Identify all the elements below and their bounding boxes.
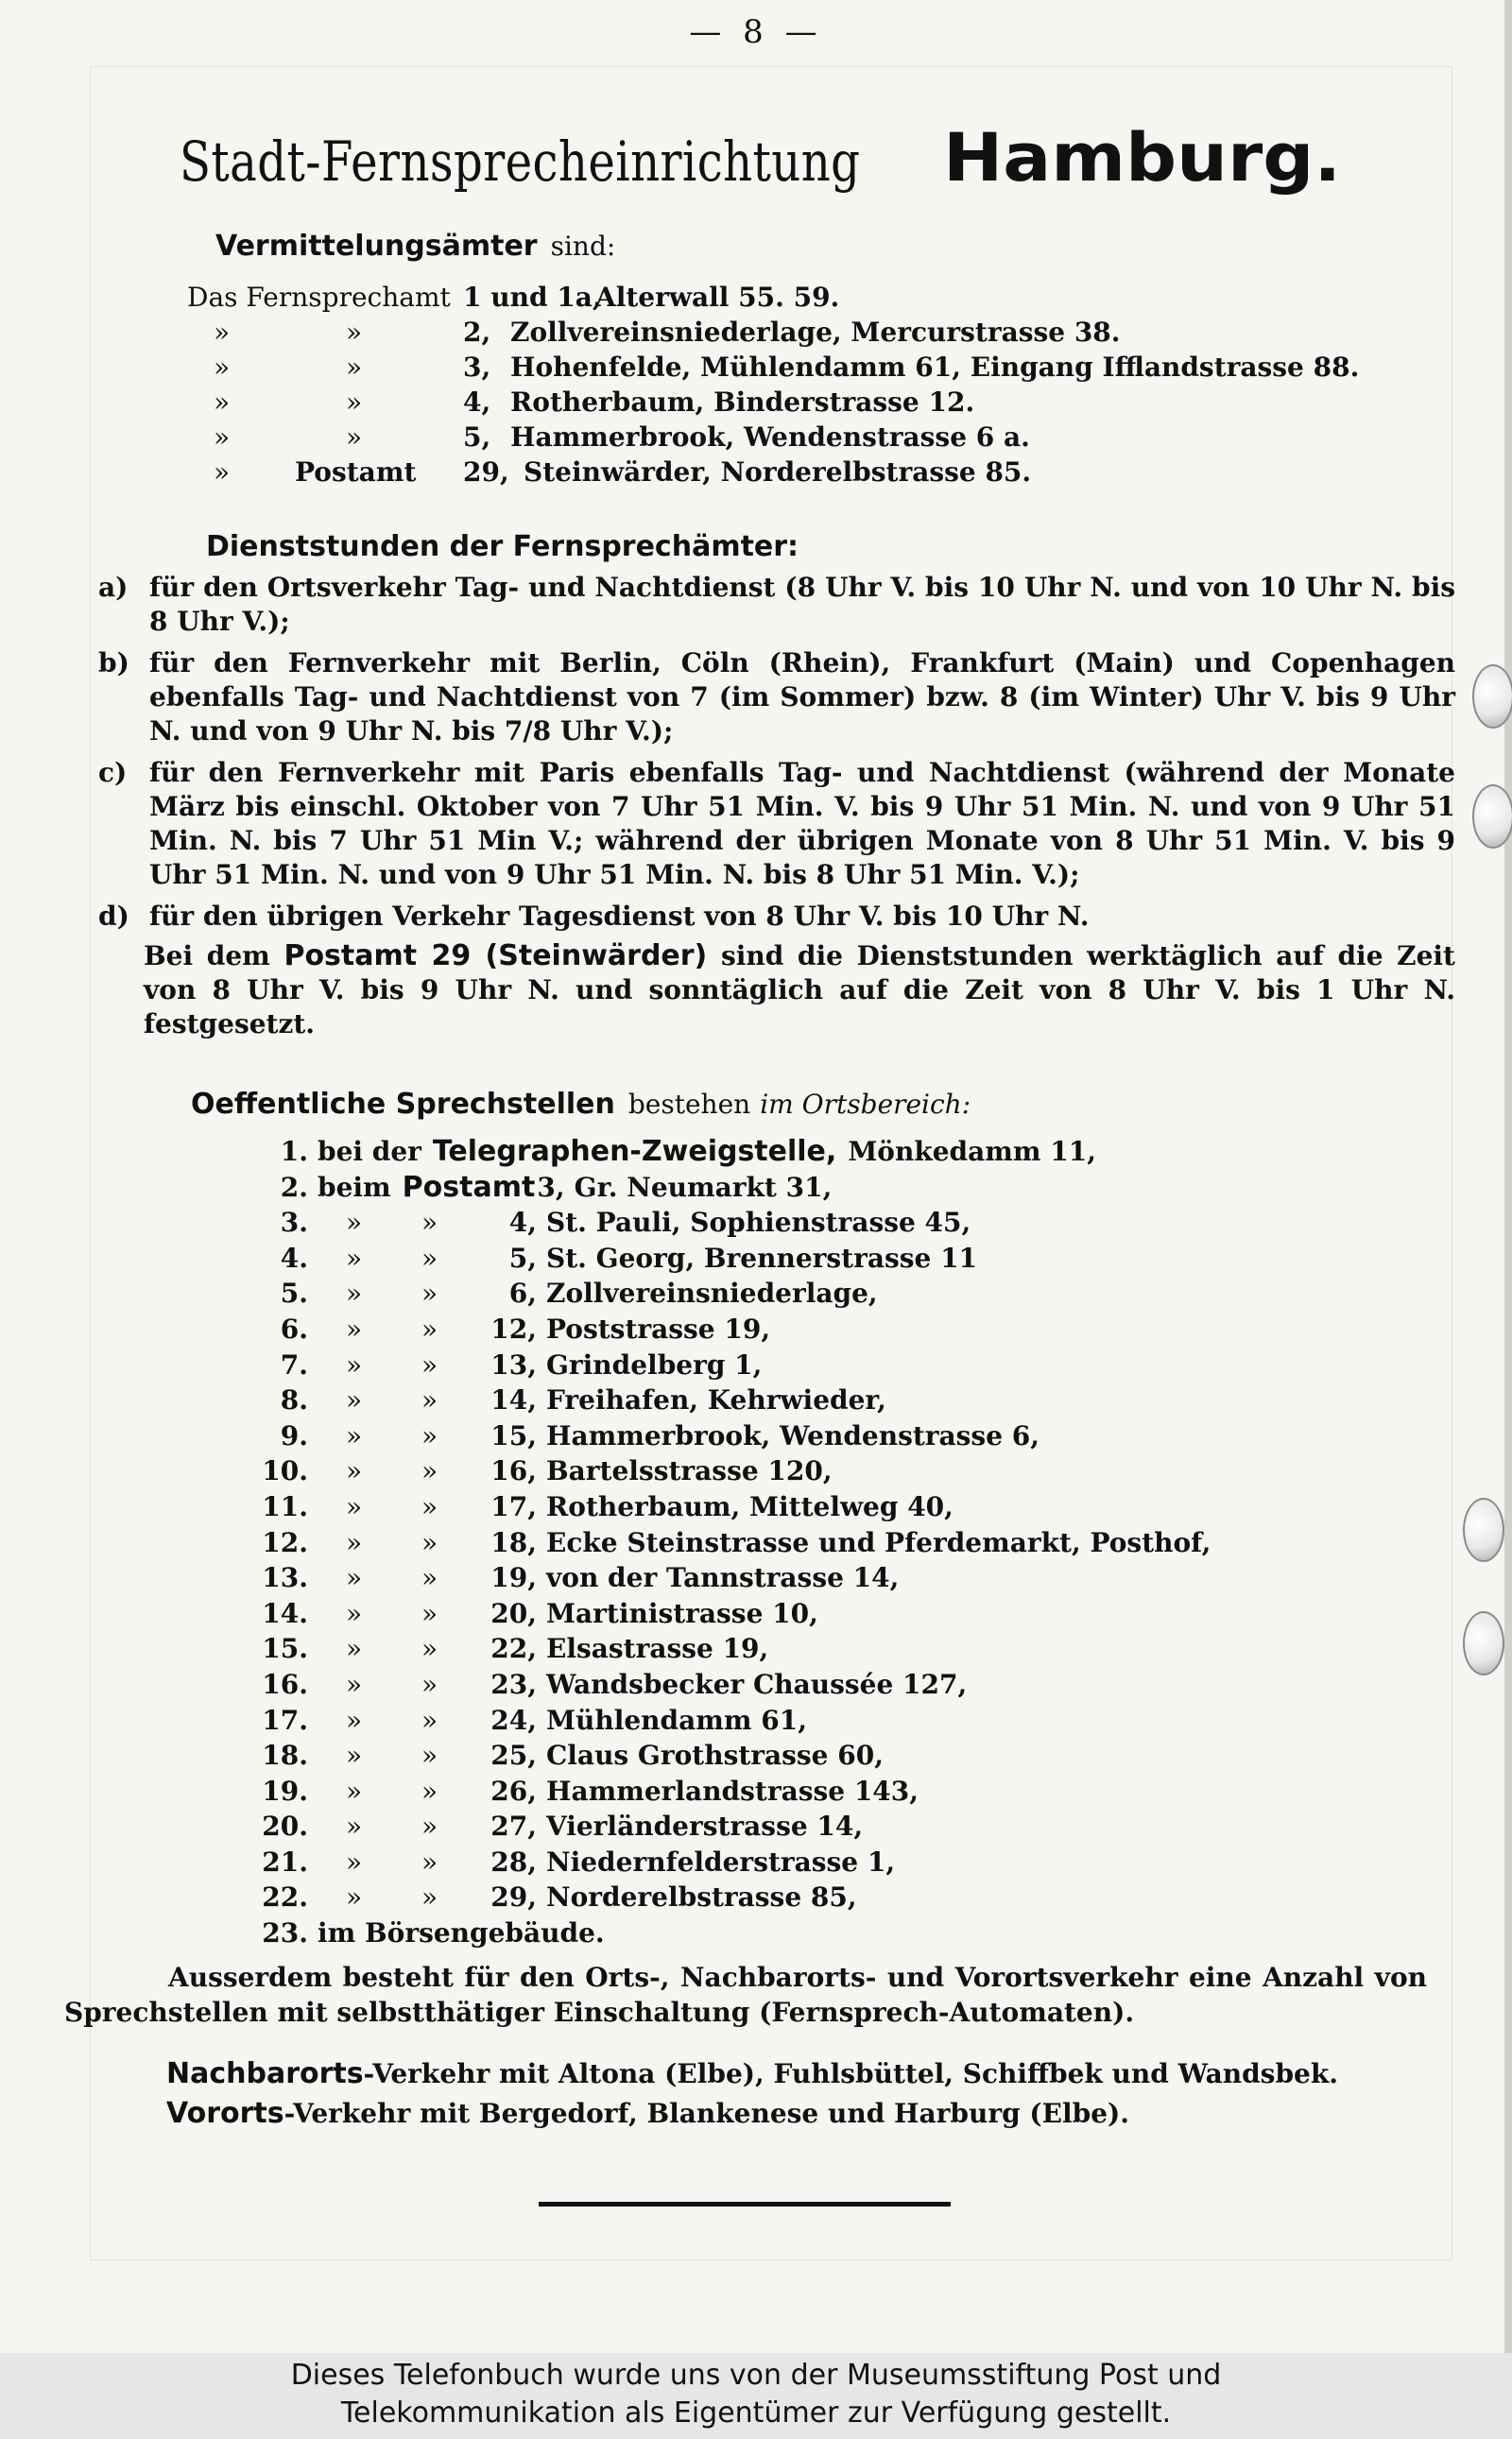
row-address: Elsastrasse 19, (546, 1633, 769, 1665)
item-label: c) (98, 757, 128, 788)
postamt-label: Postamt (295, 456, 417, 488)
vermittelung-address: Rotherbaum, Binderstrasse 12. (510, 386, 975, 418)
sprechstelle-row (246, 1845, 1380, 1881)
row-number: 5. (280, 1278, 308, 1310)
row-number: 10. (262, 1455, 308, 1487)
vororts-text: -Verkehr mit Bergedorf, Blankenese und Harburg (Elbe). (284, 2098, 1130, 2129)
row-address: Ecke Steinstrasse und Pferdemarkt, Posthof, (546, 1526, 1211, 1558)
ditto-mark: » (421, 1704, 438, 1736)
vermittelung-heading: Vermittelungsämter (215, 230, 538, 263)
vermittelung-row (187, 385, 1368, 420)
row-number: 17. (262, 1704, 308, 1736)
postamt-note-pre: Bei dem (144, 940, 270, 971)
ditto-mark: » (214, 352, 231, 383)
row-address: St. Pauli, Sophienstrasse 45, (546, 1207, 971, 1239)
row-address: Gr. Neumarkt 31, (574, 1171, 833, 1203)
ditto-mark: » (421, 1562, 438, 1594)
row-number: 8. (280, 1384, 308, 1417)
row-number: 14. (262, 1597, 308, 1629)
ditto-mark: » (346, 1668, 363, 1700)
vermittelung-number: 5, (463, 421, 491, 453)
sprechstelle-row (246, 1560, 1380, 1596)
ditto-mark: » (346, 1633, 363, 1665)
ditto-mark: » (346, 1704, 363, 1736)
row-number: 6. (280, 1313, 308, 1345)
ditto-mark: » (421, 1490, 438, 1522)
dienststunden-item-b (98, 646, 1455, 748)
row-bold: Telegraphen-Zweigstelle, (432, 1135, 837, 1168)
ditto-mark: » (346, 1455, 363, 1487)
vermittelung-address: Steinwärder, Norderelbstrasse 85. (524, 456, 1032, 488)
ditto-mark: » (214, 456, 231, 488)
vermittelung-number: 29, (463, 456, 509, 488)
ditto-mark: » (421, 1313, 438, 1345)
ditto-mark: » (346, 1278, 363, 1310)
postamt-number: 3, (537, 1171, 565, 1203)
postamt-number: 14, (490, 1384, 537, 1417)
ditto-mark: » (346, 1384, 363, 1417)
row-number: 12. (262, 1526, 308, 1558)
title-city: Hamburg. (942, 119, 1342, 197)
row-number: 3. (280, 1207, 308, 1239)
row-address: Freihafen, Kehrwieder, (546, 1384, 886, 1417)
sprechstelle-row (246, 1631, 1380, 1667)
vermittelung-section (215, 229, 1349, 266)
row-address: Mühlendamm 61, (546, 1704, 807, 1736)
sprechstelle-row (246, 1312, 1380, 1348)
footer-notice (0, 2353, 1512, 2439)
sprechstelle-row (246, 1667, 1380, 1703)
ditto-mark: » (421, 1775, 438, 1807)
row-number: 13. (262, 1562, 308, 1594)
ditto-mark: » (421, 1881, 438, 1914)
ditto-mark: » (346, 1490, 363, 1522)
ditto-mark: » (346, 1775, 363, 1807)
row-bold: Postamt (402, 1170, 536, 1204)
nachbarorts-label: Nachbarorts (166, 2057, 364, 2090)
ditto-mark: » (421, 1526, 438, 1558)
ditto-mark: » (346, 1526, 363, 1558)
ditto-mark: » (421, 1811, 438, 1843)
postamt-number: 19, (490, 1562, 537, 1594)
postamt-number: 28, (490, 1846, 537, 1878)
row-number: 23. (262, 1917, 308, 1949)
postamt-number: 5, (508, 1242, 537, 1274)
sprechstelle-row (246, 1774, 1380, 1810)
row-address: Rotherbaum, Mittelweg 40, (546, 1490, 954, 1522)
punch-hole (1472, 784, 1512, 849)
sprechstelle-row (246, 1276, 1380, 1312)
postamt-number: 13, (490, 1348, 537, 1381)
row-address: Claus Grothstrasse 60, (546, 1740, 884, 1772)
sprechstelle-row (246, 1703, 1380, 1739)
item-label: b) (98, 647, 129, 678)
postamt-number: 17, (490, 1490, 537, 1522)
vermittelung-row (187, 280, 1368, 315)
vermittelung-row (187, 315, 1368, 350)
sprechstelle-row (246, 1348, 1380, 1383)
sprechstelle-row (246, 1134, 1380, 1170)
ditto-mark: » (421, 1633, 438, 1665)
ditto-mark: » (346, 1419, 363, 1451)
vermittelung-row (187, 420, 1368, 455)
punch-hole (1463, 1611, 1504, 1675)
row-number: 22. (262, 1881, 308, 1914)
vermittelung-number: 4, (463, 386, 491, 418)
postamt-number: 15, (490, 1419, 537, 1451)
ditto-mark: » (421, 1597, 438, 1629)
sprechstelle-row (246, 1453, 1380, 1489)
ditto-mark: » (346, 421, 363, 453)
ditto-mark: » (421, 1846, 438, 1878)
sprechstellen-table (246, 1134, 1380, 1951)
postamt-note-bold: Postamt 29 (Steinwärder) (284, 939, 708, 972)
ditto-mark: » (214, 421, 231, 453)
sprechstelle-row (246, 1596, 1380, 1632)
dienststunden-section (206, 529, 1340, 564)
vermittelung-number: 2, (463, 317, 491, 348)
row-address: Poststrasse 19, (546, 1313, 771, 1345)
row-address: Bartelsstrasse 120, (546, 1455, 833, 1487)
row-address: Mönkedamm 11, (848, 1136, 1096, 1167)
sprechstellen-heading-mid: bestehen (627, 1089, 751, 1120)
item-text: für den übrigen Verkehr Tagesdienst von 8 Uhr V. bis 10 Uhr N. (149, 901, 1090, 932)
postamt-number: 4, (508, 1207, 537, 1239)
dienststunden-list (98, 571, 1455, 1041)
row-number: 7. (280, 1348, 308, 1381)
ditto-mark: » (346, 1811, 363, 1843)
row-number: 1. (280, 1136, 308, 1167)
postamt-number: 16, (490, 1455, 537, 1487)
title-main: Stadt-Fernsprecheinrichtung (180, 129, 861, 194)
vermittelung-address: Hohenfelde, Mühlendamm 61, Eingang Ifflandstrasse 88. (510, 352, 1360, 383)
sprechstelle-row (246, 1383, 1380, 1418)
postamt-note (98, 939, 1455, 1041)
vermittelung-address: Alterwall 55. 59. (595, 282, 840, 313)
row-pre: beim (318, 1171, 391, 1203)
sprechstelle-row (246, 1418, 1380, 1454)
item-label: d) (98, 901, 129, 932)
vermittelung-row (187, 350, 1368, 385)
vermittelung-number: 1 und 1a, (463, 282, 602, 313)
row-number: 21. (262, 1846, 308, 1878)
row-address: Wandsbecker Chaussée 127, (546, 1668, 968, 1700)
row-address: Norderelbstrasse 85, (546, 1881, 857, 1914)
postamt-number: 6, (508, 1278, 537, 1310)
ausserdem-paragraph: Ausserdem besteht für den Orts-, Nachbarorts- und Vorortsverkehr eine Anzahl von Sprechstellen mit selbstthätiger Einschaltung (Fernsprech-Automaten). (64, 1962, 1427, 2028)
row-number: 9. (280, 1419, 308, 1451)
dienststunden-item-c (98, 756, 1455, 892)
vermittelung-heading-suffix: sind: (550, 231, 616, 262)
sprechstelle-row (246, 1880, 1380, 1915)
postamt-number: 12, (490, 1313, 537, 1345)
punch-hole (1463, 1498, 1504, 1562)
sprechstellen-section (191, 1087, 1325, 1122)
ditto-mark: » (421, 1278, 438, 1310)
nachbarorts-text: -Verkehr mit Altona (Elbe), Fuhlsbüttel, Schiffbek und Wandsbek. (363, 2058, 1338, 2089)
page-title (180, 119, 1427, 197)
page-number: — 8 — (689, 13, 823, 51)
footer-line-2: Telekommunikation als Eigentümer zur Verfügung gestellt. (340, 2396, 1172, 2430)
item-text: für den Fernverkehr mit Berlin, Cöln (Rhein), Frankfurt (Main) und Copenhagen ebenfalls Tag- und Nachtdienst von 7 (im Sommer) bzw. 8 (im Winter) Uhr V. bis 9 Uhr N. und von 9 Uhr N. bis 7/8 Uhr V.); (149, 647, 1455, 747)
item-text: für den Fernverkehr mit Paris ebenfalls Tag- und Nachtdienst (während der Monate März bis einschl. Oktober von 7 Uhr 51 Min. V. bis 9 Uhr 51 Min. N. und von 9 Uhr 51 Min. N. bis 7 Uhr 51 Min V.; während der übrigen Monate von 8 Uhr 51 Min. V. bis 9 Uhr 51 Min. N. und von 9 Uhr 51 Min. N. bis 8 Uhr 51 Min. V.); (149, 757, 1455, 890)
ditto-mark: » (346, 1313, 363, 1345)
sprechstelle-row (246, 1525, 1380, 1561)
row-address: von der Tannstrasse 14, (546, 1562, 900, 1594)
postamt-number: 26, (490, 1775, 537, 1807)
ditto-mark: » (346, 386, 363, 418)
ditto-mark: » (346, 1881, 363, 1914)
sprechstelle-row (246, 1915, 1380, 1951)
row-address: Vierländerstrasse 14, (546, 1811, 864, 1843)
ditto-mark: » (421, 1455, 438, 1487)
dienststunden-item-a (98, 571, 1455, 639)
nachbarorts-line (166, 2056, 1395, 2091)
dienststunden-heading: Dienststunden der Fernsprechämter: (206, 530, 799, 563)
vermittelung-amt: Das Fernsprechamt (187, 282, 451, 313)
vororts-line (166, 2096, 1395, 2131)
sprechstelle-row (246, 1489, 1380, 1525)
item-text: für den Ortsverkehr Tag- und Nachtdienst (8 Uhr V. bis 10 Uhr N. und von 10 Uhr N. bis 8 Uhr V.); (149, 572, 1455, 637)
row-number: 16. (262, 1668, 308, 1700)
row-address: Zollvereinsniederlage, (546, 1278, 878, 1310)
page-edge (1504, 0, 1512, 2353)
ditto-mark: » (346, 352, 363, 383)
ditto-mark: » (346, 1562, 363, 1594)
ditto-mark: » (346, 317, 363, 348)
ditto-mark: » (421, 1419, 438, 1451)
ditto-mark: » (214, 317, 231, 348)
punch-hole (1472, 664, 1512, 729)
postamt-note-post: sind die Dienststunden werktäglich auf die Zeit von 8 Uhr V. bis 9 Uhr N. und sonntäglich auf die Zeit von 8 Uhr V. bis 1 Uhr N. festgesetzt. (144, 940, 1455, 1039)
row-number: 11. (262, 1490, 308, 1522)
row-number: 20. (262, 1811, 308, 1843)
row-address: Hammerlandstrasse 143, (546, 1775, 919, 1807)
row-number: 19. (262, 1775, 308, 1807)
vermittelung-number: 3, (463, 352, 491, 383)
ditto-mark: » (214, 386, 231, 418)
postamt-number: 18, (490, 1526, 537, 1558)
postamt-number: 23, (490, 1668, 537, 1700)
sprechstelle-row (246, 1241, 1380, 1277)
row-number: 18. (262, 1740, 308, 1772)
ditto-mark: » (346, 1242, 363, 1274)
row-address: St. Georg, Brennerstrasse 11 (546, 1242, 978, 1274)
ditto-mark: » (421, 1242, 438, 1274)
vororts-label: Vororts (166, 2097, 284, 2130)
ditto-mark: » (346, 1348, 363, 1381)
ditto-mark: » (346, 1597, 363, 1629)
row-address: im Börsengebäude. (318, 1917, 605, 1949)
sprechstelle-row (246, 1205, 1380, 1241)
postamt-number: 20, (490, 1597, 537, 1629)
ditto-mark: » (421, 1384, 438, 1417)
ditto-mark: » (346, 1846, 363, 1878)
row-address: Martinistrasse 10, (546, 1597, 818, 1629)
vermittelung-list (187, 280, 1368, 490)
vermittelung-row (187, 455, 1368, 490)
row-address: Niedernfelderstrasse 1, (546, 1846, 896, 1878)
ditto-mark: » (346, 1740, 363, 1772)
dienststunden-item-d (98, 900, 1455, 934)
row-pre: bei der (318, 1136, 421, 1167)
item-label: a) (98, 572, 129, 603)
closing-rule (539, 2202, 951, 2207)
sprechstellen-heading: Oeffentliche Sprechstellen (191, 1088, 615, 1121)
row-number: 4. (280, 1242, 308, 1274)
postamt-number: 27, (490, 1811, 537, 1843)
sprechstelle-row (246, 1809, 1380, 1845)
ditto-mark: » (421, 1348, 438, 1381)
sprechstelle-row (246, 1170, 1380, 1206)
row-address: Grindelberg 1, (546, 1348, 763, 1381)
row-address: Hammerbrook, Wendenstrasse 6, (546, 1419, 1040, 1451)
row-number: 15. (262, 1633, 308, 1665)
vermittelung-address: Zollvereinsniederlage, Mercurstrasse 38. (510, 317, 1121, 348)
row-number: 2. (280, 1171, 308, 1203)
ditto-mark: » (421, 1668, 438, 1700)
footer-line-1: Dieses Telefonbuch wurde uns von der Museumsstiftung Post und (290, 2359, 1222, 2392)
sprechstellen-heading-italic: im Ortsbereich: (760, 1089, 971, 1120)
ditto-mark: » (421, 1207, 438, 1239)
sprechstelle-row (246, 1738, 1380, 1774)
postamt-number: 25, (490, 1740, 537, 1772)
postamt-number: 29, (490, 1881, 537, 1914)
postamt-number: 22, (490, 1633, 537, 1665)
vermittelung-address: Hammerbrook, Wendenstrasse 6 a. (510, 421, 1030, 453)
ditto-mark: » (421, 1740, 438, 1772)
ditto-mark: » (346, 1207, 363, 1239)
postamt-number: 24, (490, 1704, 537, 1736)
